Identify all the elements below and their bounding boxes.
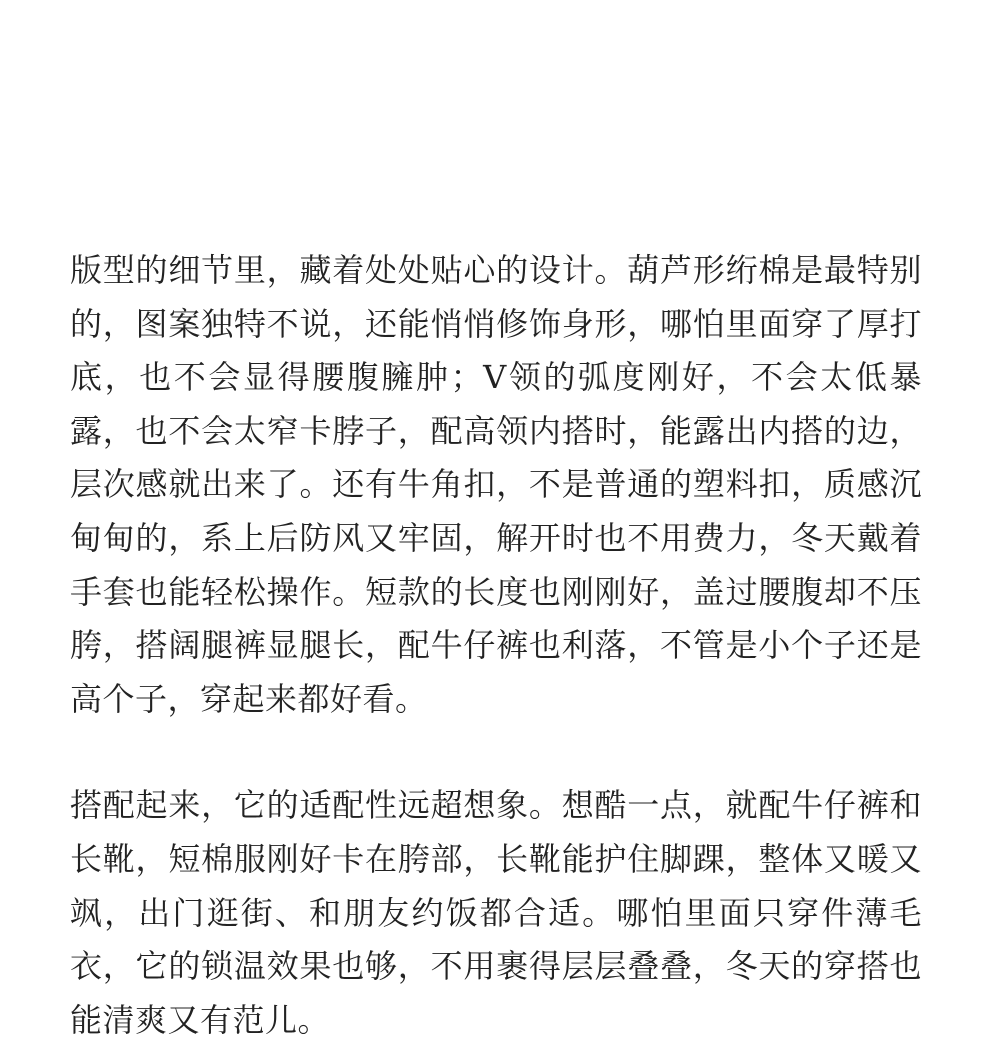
paragraph-styling-tips: 搭配起来，它的适配性远超想象。想酷一点，就配牛仔裤和长靴，短棉服刚好卡在胯部，长靴能护住脚踝，整体又暖又飒，出门逛街、和朋友约饭都合适。哪怕里面只穿件薄毛衣，它的锁温效果也够，不用裹得层层叠叠，冬天的穿搭也能清爽又有范儿。 <box>70 786 922 1039</box>
paragraph-design-details: 版型的细节里，藏着处处贴心的设计。葫芦形绗棉是最特别的，图案独特不说，还能悄悄修饰身形，哪怕里面穿了厚打底，也不会显得腰腹臃肿；V领的弧度刚好，不会太低暴露，也不会太窄卡脖子，配高领内搭时，能露出内搭的边，层次感就出来了。还有牛角扣，不是普通的塑料扣，质感沉甸甸的，系上后防风又牢固，解开时也不用费力，冬天戴着手套也能轻松操作。短款的长度也刚刚好，盖过腰腹却不压胯，搭阔腿裤显腿长，配牛仔裤也利落，不管是小个子还是高个子，穿起来都好看。 <box>70 251 922 718</box>
article-body <box>70 244 922 1047</box>
